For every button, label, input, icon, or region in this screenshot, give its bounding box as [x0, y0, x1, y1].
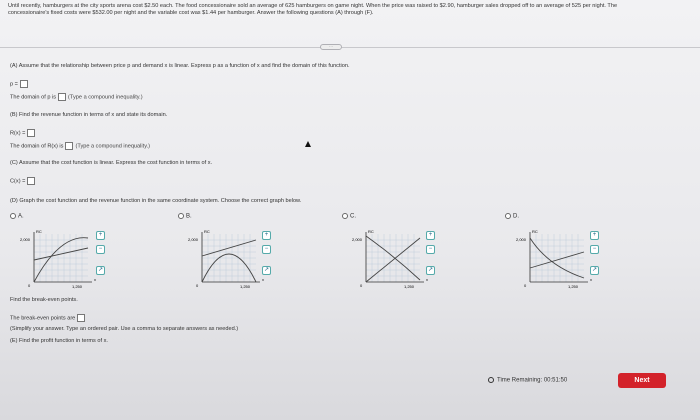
radio-c[interactable] [342, 213, 348, 219]
r-label: R(x) = [10, 130, 26, 137]
graph-b-zoom-out-icon[interactable]: − [262, 245, 271, 254]
graph-a [12, 226, 132, 296]
graph-a-curve-label: RC [36, 229, 42, 234]
graph-option-a[interactable] [10, 213, 24, 220]
graph-a-zoom-out-icon[interactable]: − [96, 245, 105, 254]
part-b-domain-row [10, 142, 150, 150]
graph-b [180, 226, 300, 296]
p-domain-input[interactable] [58, 93, 66, 101]
r-domain-hint: (Type a compound inequality.) [75, 143, 150, 150]
clock-icon [488, 377, 494, 383]
graph-d-y-tick: 2,000 [515, 237, 526, 242]
graph-c [344, 226, 464, 296]
graph-b-x-tick: 1,250 [240, 284, 251, 289]
part-c-answer-row [10, 177, 37, 185]
next-button[interactable]: Next [618, 373, 666, 388]
c-answer-input[interactable] [27, 177, 35, 185]
graph-d-x-axis-label: x [590, 277, 592, 282]
graph-b-open-icon[interactable]: ↗ [263, 267, 270, 273]
part-b-prompt: (B) Find the revenue function in terms of x and state its domain. [10, 112, 168, 118]
mouse-cursor-icon [305, 141, 311, 147]
graph-d [508, 226, 628, 296]
p-domain-hint: (Type a compound inequality.) [68, 94, 143, 101]
graph-d-x-tick: 1,250 [568, 284, 579, 289]
breakeven-answer-row [10, 314, 87, 322]
radio-b[interactable] [178, 213, 184, 219]
graph-a-x-tick: 1,250 [72, 284, 83, 289]
part-c-prompt: (C) Assume that the cost function is linear. Express the cost function in terms of x. [10, 160, 213, 166]
graph-option-c[interactable] [342, 213, 356, 220]
collapse-handle[interactable]: ··· [320, 44, 342, 50]
graph-c-curve-label: RC [368, 229, 374, 234]
graph-a-zoom-in-icon[interactable]: + [96, 231, 105, 240]
graph-d-zoom-out-icon[interactable]: − [590, 245, 599, 254]
graph-b-zoom-in-icon[interactable]: + [262, 231, 271, 240]
graph-c-x-axis-label: x [426, 277, 428, 282]
graph-d-open-icon[interactable]: ↗ [591, 267, 598, 273]
graph-a-x-axis-label: x [94, 277, 96, 282]
part-e-prompt: (E) Find the profit function in terms of x. [10, 338, 108, 344]
part-a-prompt: (A) Assume that the relationship between price p and demand x is linear. Express p as a function of x and find the domain of this function. [10, 63, 350, 69]
graph-b-y-tick: 2,000 [187, 237, 198, 242]
part-b-answer-row [10, 129, 37, 137]
graph-option-a-label: A. [18, 213, 24, 220]
part-a-domain-row [10, 93, 143, 101]
radio-a[interactable] [10, 213, 16, 219]
graph-b-curve-label: RC [204, 229, 210, 234]
graph-option-d-label: D. [513, 213, 519, 220]
graph-a-open-icon[interactable]: ↗ [97, 267, 104, 273]
timer-label: Time Remaining: [497, 377, 543, 384]
part-a-answer-row [10, 80, 30, 88]
section-divider [0, 47, 700, 48]
graph-option-d[interactable] [505, 213, 519, 220]
graph-option-b-label: B. [186, 213, 192, 220]
part-d-prompt: (D) Graph the cost function and the revenue function in the same coordinate system. Choose the correct graph below. [10, 198, 302, 204]
graph-c-y-tick: 2,000 [351, 237, 362, 242]
breakeven-hint: (Simplify your answer. Type an ordered pair. Use a comma to separate answers as needed.) [10, 326, 239, 332]
r-answer-input[interactable] [27, 129, 35, 137]
graph-c-origin: 0 [360, 283, 363, 288]
breakeven-label: The break-even points are [10, 315, 76, 322]
r-domain-input[interactable] [65, 142, 73, 150]
graph-d-curve-label: RC [532, 229, 538, 234]
problem-statement: Until recently, hamburgers at the city sports arena cost $2.50 each. The food concessionaire sold an average of 625 hamburgers on game night. When the price was raised to $2.90, hamburger sales dropped off to an average of 525 per night. The concessionaire's fixed costs were $532.00 per night and the variable cost was $1.44 per hamburger. Answer the following questions (A) through (F). [8, 3, 618, 17]
breakeven-prompt: Find the break-even points. [10, 297, 78, 303]
graph-c-x-tick: 1,250 [404, 284, 415, 289]
time-remaining [488, 377, 567, 384]
radio-d[interactable] [505, 213, 511, 219]
graph-a-y-tick: 2,000 [19, 237, 30, 242]
graph-d-origin: 0 [524, 283, 527, 288]
graph-d-zoom-in-icon[interactable]: + [590, 231, 599, 240]
graph-option-c-label: C. [350, 213, 356, 220]
graph-c-zoom-out-icon[interactable]: − [426, 245, 435, 254]
graph-c-open-icon[interactable]: ↗ [427, 267, 434, 273]
graph-option-b[interactable] [178, 213, 192, 220]
graph-c-zoom-in-icon[interactable]: + [426, 231, 435, 240]
graph-b-x-axis-label: x [262, 277, 264, 282]
breakeven-input[interactable] [77, 314, 85, 322]
p-answer-input[interactable] [20, 80, 28, 88]
r-domain-label: The domain of R(x) is [10, 143, 64, 150]
graph-b-origin: 0 [196, 283, 199, 288]
timer-value: 00:51:50 [543, 377, 568, 384]
c-label: C(x) = [10, 178, 26, 185]
p-domain-label: The domain of p is [10, 94, 57, 101]
graph-a-origin: 0 [28, 283, 31, 288]
p-label: p = [10, 81, 18, 88]
